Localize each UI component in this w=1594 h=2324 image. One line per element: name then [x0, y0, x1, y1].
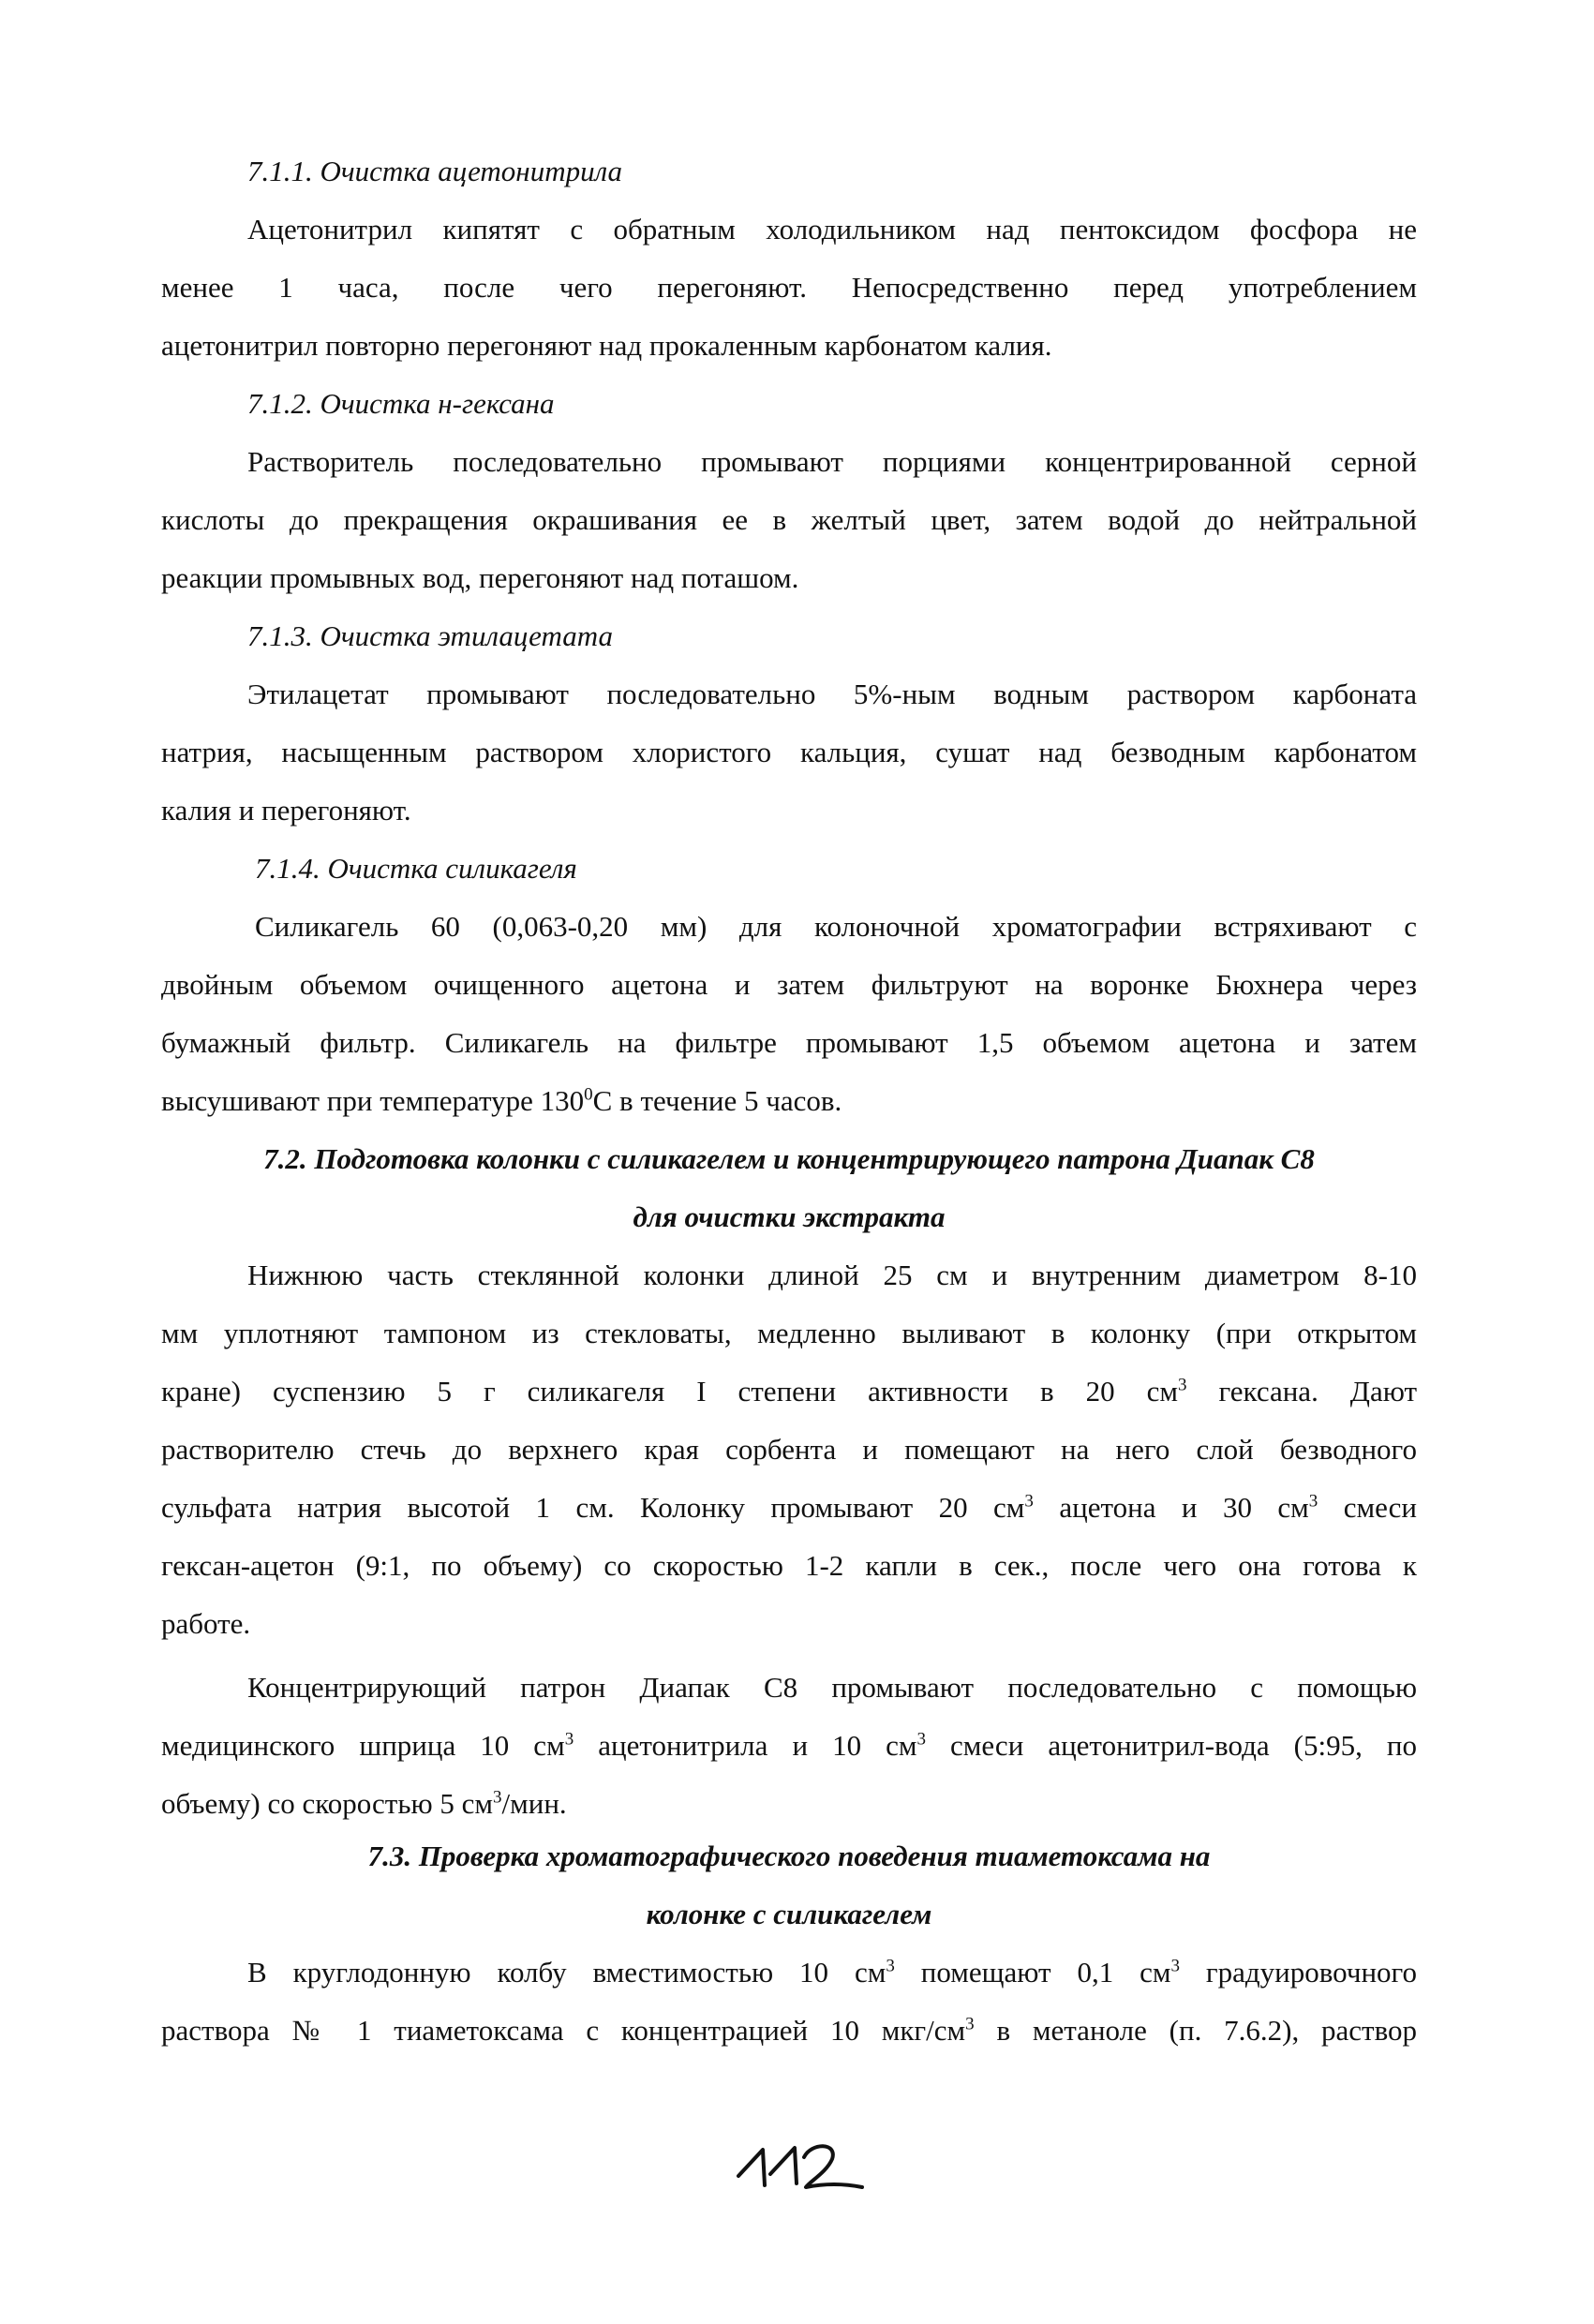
text-line: высушивают при температуре $130^0С$ в течение 5 часов. — [161, 1084, 842, 1117]
section-heading: 7.2. Подготовка колонки с силикагелем и концентрирующего патрона Диапак С8 — [263, 1142, 1315, 1175]
text-line: Силикагель 60 (0,063-0,20 мм) для колоночной хроматографии встряхивают с — [255, 910, 1417, 943]
text-line: гексан-ацетон (9:1, по объему) со скоростью 1-2 капли в сек., после чего она готова к — [161, 1549, 1417, 1582]
text-line: натрия, насыщенным раствором хлористого кальция, сушат над безводным карбонатом — [161, 736, 1417, 768]
text-line: объему) со скоростью 5 $см^3$/мин. — [161, 1787, 567, 1820]
section-heading-continued: колонке с силикагелем — [646, 1898, 932, 1930]
text-line: менее 1 часа, после чего перегоняют. Непосредственно перед употреблением — [161, 271, 1417, 304]
handwritten-page-number — [722, 2127, 871, 2202]
section-heading-continued: для очистки экстракта — [633, 1200, 946, 1233]
section-heading: 7.1.2. Очистка н-гексана — [247, 387, 555, 420]
section-heading: 7.1.4. Очистка силикагеля — [255, 852, 577, 885]
text-line: ацетонитрил повторно перегоняют над прокаленным карбонатом калия. — [161, 329, 1052, 362]
section-heading: 7.1.3. Очистка этилацетата — [247, 619, 613, 652]
section-7-1-3 — [161, 607, 1417, 840]
section-7-1-1 — [161, 142, 1417, 375]
text-line: мм уплотняют тампоном из стекловаты, медленно выливают в колонку (при открытом — [161, 1317, 1417, 1349]
section-7-3 — [161, 1827, 1417, 2060]
text-line: Концентрирующий патрон Диапак С8 промывают последовательно с помощью — [247, 1671, 1417, 1704]
text-line: Растворитель последовательно промывают порциями концентрированной серной — [247, 445, 1417, 478]
section-7-2 — [161, 1130, 1417, 1833]
text-line: медицинского шприца 10 $см^3$ ацетонитрила и 10 $см^3$ смеси ацетонитрил-вода (5:95, по — [161, 1729, 1417, 1762]
text-line: кислоты до прекращения окрашивания ее в желтый цвет, затем водой до нейтральной — [161, 503, 1417, 536]
text-line: Ацетонитрил кипятят с обратным холодильником над пентоксидом фосфора не — [247, 213, 1417, 246]
text-line: двойным объемом очищенного ацетона и затем фильтруют на воронке Бюхнера через — [161, 968, 1417, 1001]
text-line: В круглодонную колбу вместимостью 10 $см^3$ помещают 0,1 $см^3$ градуировочного — [247, 1956, 1417, 1989]
text-line: сульфата натрия высотой 1 см. Колонку промывают 20 $см^3$ ацетона и 30 $см^3$ смеси — [161, 1491, 1417, 1524]
text-line: калия и перегоняют. — [161, 794, 411, 827]
text-line: бумажный фильтр. Силикагель на фильтре промывают 1,5 объемом ацетона и затем — [161, 1026, 1417, 1059]
text-line: реакции промывных вод, перегоняют над поташом. — [161, 561, 799, 594]
text-line: кране) суспензию 5 г силикагеля I степени активности в 20 $см^3$ гексана. Дают — [161, 1375, 1417, 1408]
section-7-1-2 — [161, 375, 1417, 607]
text-line: Нижнюю часть стеклянной колонки длиной 25 см и внутренним диаметром 8-10 — [247, 1259, 1417, 1291]
section-heading: 7.1.1. Очистка ацетонитрила — [247, 155, 622, 187]
section-heading: 7.3. Проверка хроматографического поведения тиаметоксама на — [367, 1840, 1211, 1872]
text-line: Этилацетат промывают последовательно 5%-ным водным раствором карбоната — [247, 678, 1417, 710]
text-line: растворителю стечь до верхнего края сорбента и помещают на него слой безводного — [161, 1433, 1417, 1466]
text-line: работе. — [161, 1607, 251, 1640]
text-line: раствора № 1 тиаметоксама с концентрацией 10 мкг/$см^3$ в метаноле (п. 7.6.2), раствор — [161, 2014, 1417, 2047]
section-7-1-4 — [161, 840, 1417, 1130]
